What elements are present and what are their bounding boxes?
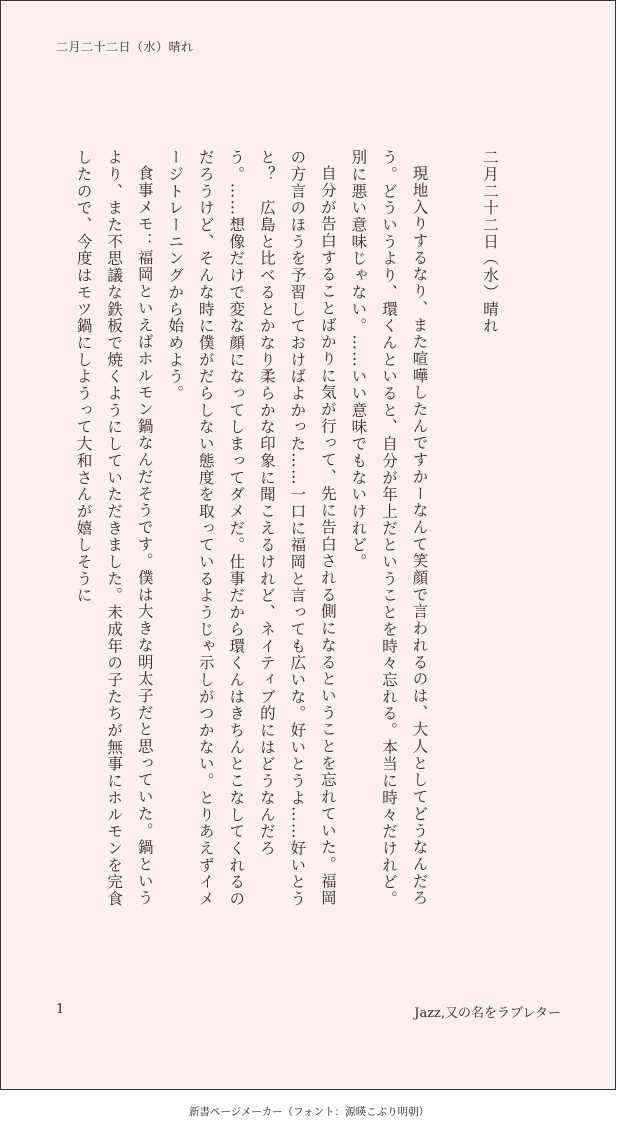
page-number: 1 bbox=[56, 1002, 65, 1017]
generator-credit: 新書ページメーカー（フォント：源暎こぶり明朝） bbox=[188, 1106, 430, 1118]
paragraph-3: 食事メモ：福岡といえばホルモン鍋なんだそうです。僕は大きな明太子だと思っていた。鍋というより、また不思議な鉄板で焼くようにしていただきました。未成年の子たちが無事にホルモンを完食したので、今度はモツ鍋にしようって大和さんが嬉しそうに bbox=[74, 149, 154, 908]
book-title: Jazz,又の名をラブレター bbox=[414, 1006, 561, 1021]
vertical-body-text bbox=[65, 149, 505, 919]
entry-title: 二月二十二日（水）晴れ bbox=[481, 149, 499, 335]
paragraph-1: 現地入りするなり、また喧嘩したんですかーなんて笑顔で言われるのは、大人としてどうなんだろう。どういうより、環くんといると、自分が年上だということを時々忘れる。本当に時々だけれど。別に悪い意味じゃない。……いい意味でもないけれど。 bbox=[349, 149, 429, 908]
running-head: 二月二十二日（水）晴れ bbox=[56, 40, 194, 54]
paragraph-2: 自分が告白することばかりに気が行って、先に告白される側になるということを忘れていた。福岡の方言のほうを予習しておけばよかった……一口に福岡と言っても広いな。好いとうよ……好いとうと？ 広島と比べるとかなり柔らかな印象に聞こえるけれど、ネイティブ的にはどうなんだろう。……想像だけで変な顔になってしまってダメだ。仕事だから環くんはきちんとこなしてくれるのだろうけど、そんな時に僕がだらしない態度を取っているようじゃ示しがつかない。とりあえずイメージトレーニングから始めよう。 bbox=[166, 149, 337, 908]
